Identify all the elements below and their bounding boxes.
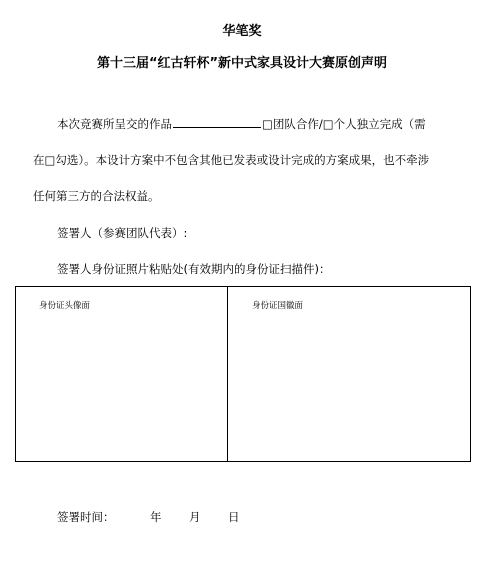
id-card-back-paste-area[interactable] bbox=[227, 286, 471, 462]
declaration-line-1-prefix: 本次竞赛所呈交的作品 bbox=[57, 117, 172, 131]
id-card-back-label: 身份证国徽面 bbox=[252, 301, 304, 311]
sign-date-month: 月 bbox=[189, 510, 201, 524]
id-card-instruction: 签署人身份证照片粘贴处(有效期内的身份证扫描件)： bbox=[57, 262, 331, 276]
id-card-front-paste-area[interactable] bbox=[15, 286, 228, 462]
declaration-line-2: 在□勾选）。本设计方案中不包含其他已发表或设计完成的方案成果，也不牵涉 bbox=[33, 153, 430, 167]
declaration-line-1 bbox=[57, 116, 426, 132]
work-name-blank[interactable] bbox=[173, 116, 261, 128]
declaration-line-3: 任何第三方的合法权益。 bbox=[33, 189, 160, 203]
declaration-line-1-suffix: □团队合作/□个人独立完成（需 bbox=[262, 117, 426, 131]
id-card-front-label: 身份证头像面 bbox=[39, 301, 91, 311]
sign-date-label: 签署时间： bbox=[57, 510, 115, 524]
document-subtitle: 第十三届“红古轩杯”新中式家具设计大赛原创声明 bbox=[96, 56, 388, 71]
sign-date-day: 日 bbox=[228, 510, 240, 524]
page-title: 华笔奖 bbox=[222, 24, 262, 39]
signer-label: 签署人（参赛团队代表）: bbox=[57, 226, 188, 240]
sign-date-year: 年 bbox=[150, 510, 162, 524]
